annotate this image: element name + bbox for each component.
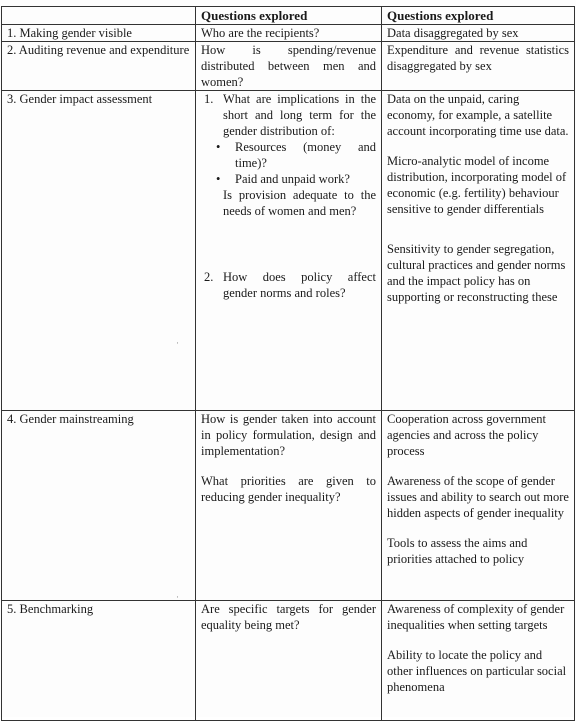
data-paragraph: Cooperation across government agencies and across the policy process [387,412,546,458]
stage-cell: 4. Gender mainstreaming [2,411,196,601]
data-paragraph: Sensitivity to gender segregation, cultural practices and gender norms and the impact policy has on supporting or reconstructing these [387,242,566,304]
table-row [2,601,575,721]
data-cell [382,91,575,411]
stage-cell: 1. Making gender visible [2,25,196,42]
list-item [201,139,376,171]
data-paragraph: Awareness of complexity of gender inequalities when setting targets [387,602,565,632]
question-cell: How is spending/revenue distributed between men and women? [196,42,382,91]
table-row [2,411,575,601]
bullet-text: Paid and unpaid work? [235,172,350,186]
bullet-icon: • [216,172,221,186]
question-item-2 [201,269,376,301]
bullet-text: Resources (money and time)? [235,140,376,170]
stage-cell: 5. Benchmarking [2,601,196,721]
question-cell [196,411,382,601]
data-paragraph: Data on the unpaid, caring economy, for example, a satellite account incorporating time use data. [387,92,569,138]
stage-cell [2,91,196,411]
question-text: What are implications in the short and long term for the gender distribution of: [223,92,376,138]
scan-speck: · [176,592,179,602]
question-cell [196,601,382,721]
question-item-1 [201,91,376,139]
question-text: What priorities are given to reducing gender inequality? [201,474,376,504]
stage-cell: 2. Auditing revenue and expenditure [2,42,196,91]
header-data: Questions explored [382,7,575,25]
table-row [2,42,575,91]
question-text: Is provision adequate to the needs of women and men? [223,188,376,218]
question-text: Are specific targets for gender equality being met? [201,602,376,632]
data-paragraph: Micro-analytic model of income distribution, incorporating model of economic (e.g. fertility) behaviour sensitive to gender differentials [387,154,567,216]
header-stage [2,7,196,25]
table-header-row [2,7,575,25]
question-cell [196,91,382,411]
scan-speck: · [176,338,179,348]
data-paragraph: Tools to assess the aims and priorities attached to policy [387,536,528,566]
gender-budget-table [1,6,575,721]
data-cell [382,601,575,721]
table-row [2,91,575,411]
question-number: 2. [204,270,214,284]
question-text: How is gender taken into account in policy formulation, design and implementation? [201,412,376,458]
data-paragraph: Ability to locate the policy and other influences on particular social phenomena [387,648,567,694]
question-tail [201,187,376,219]
header-questions: Questions explored [196,7,382,25]
question-text: How does policy affect gender norms and roles? [223,270,376,300]
list-item [201,171,376,187]
question-cell: Who are the recipients? [196,25,382,42]
table-row [2,25,575,42]
bullet-icon: • [216,140,221,154]
stage-label: 3. Gender impact assessment [7,92,153,106]
data-cell: Expenditure and revenue statistics disaggregated by sex [382,42,575,91]
data-paragraph: Awareness of the scope of gender issues and ability to search out more hidden aspects of gender inequality [387,474,569,520]
question-number: 1. [204,92,214,106]
data-cell [382,411,575,601]
data-cell: Data disaggregated by sex [382,25,575,42]
